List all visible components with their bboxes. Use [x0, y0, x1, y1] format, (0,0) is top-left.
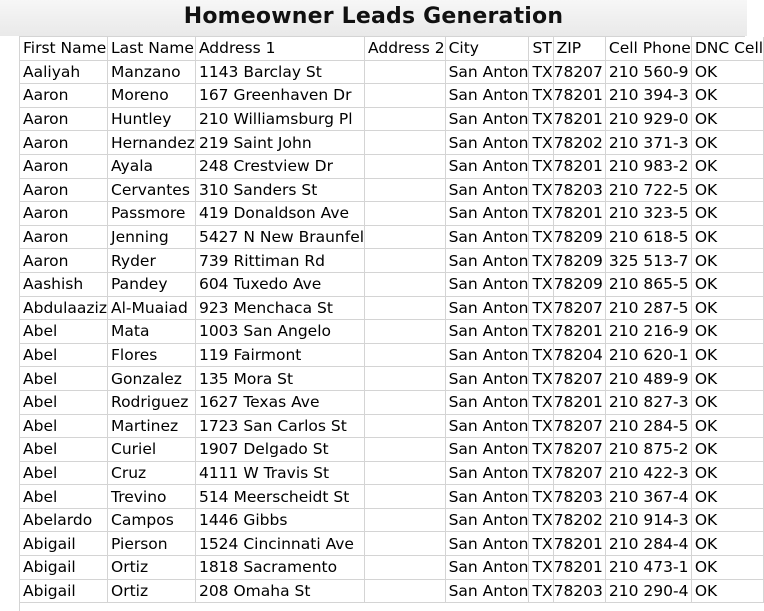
last-name-cell[interactable]: Curiel — [108, 438, 196, 462]
address-1-cell[interactable]: 419 Donaldson Ave — [195, 202, 364, 226]
cell-phone-cell[interactable]: 325 513-7 — [605, 249, 691, 273]
first-name-cell[interactable]: Abel — [20, 485, 108, 509]
zip-cell[interactable]: 78201 — [553, 556, 605, 580]
last-name-cell[interactable]: Rodriguez — [108, 390, 196, 414]
address-2-cell[interactable] — [365, 272, 446, 296]
last-name-cell[interactable]: Cruz — [108, 461, 196, 485]
last-name-cell[interactable]: Jenning — [108, 225, 196, 249]
table-row — [20, 131, 764, 155]
last-name-cell[interactable]: Hernandez — [108, 131, 196, 155]
table-row — [20, 438, 764, 462]
address-2-cell[interactable] — [365, 178, 446, 202]
city-cell[interactable]: San Anton — [445, 225, 529, 249]
city-cell[interactable]: San Anton — [445, 508, 529, 532]
state-cell[interactable]: TX — [529, 249, 553, 273]
first-name-cell[interactable]: Aaron — [20, 84, 108, 108]
dnc-cell[interactable]: OK — [691, 296, 763, 320]
zip-cell[interactable]: 78204 — [553, 343, 605, 367]
address-2-cell[interactable] — [365, 202, 446, 226]
zip-cell[interactable]: 78202 — [553, 131, 605, 155]
dnc-cell[interactable]: OK — [691, 154, 763, 178]
last-name-cell[interactable]: Mata — [108, 320, 196, 344]
cell-phone-cell[interactable]: 210 394-3 — [605, 84, 691, 108]
cell-phone-cell[interactable]: 210 722-5 — [605, 178, 691, 202]
address-1-cell[interactable]: 135 Mora St — [195, 367, 364, 391]
address-1-cell[interactable]: 1143 Barclay St — [195, 60, 364, 84]
dnc-cell[interactable]: OK — [691, 178, 763, 202]
address-1-cell[interactable]: 1627 Texas Ave — [195, 390, 364, 414]
table-row — [20, 414, 764, 438]
dnc-cell[interactable]: OK — [691, 343, 763, 367]
table-row — [20, 556, 764, 580]
address-2-cell[interactable] — [365, 343, 446, 367]
cell-phone-cell[interactable]: 210 323-5 — [605, 202, 691, 226]
first-name-cell[interactable]: Aaron — [20, 249, 108, 273]
city-cell[interactable]: San Anton — [445, 272, 529, 296]
zip-cell[interactable]: 78207 — [553, 296, 605, 320]
last-name-cell[interactable]: Moreno — [108, 84, 196, 108]
address-1-cell[interactable]: 1907 Delgado St — [195, 438, 364, 462]
first-name-cell[interactable]: Abigail — [20, 579, 108, 603]
table-header-row — [20, 37, 764, 60]
table-body — [20, 37, 764, 603]
first-name-cell[interactable]: Abel — [20, 461, 108, 485]
cell-phone-cell[interactable]: 210 367-4 — [605, 485, 691, 509]
last-name-cell[interactable]: Ortiz — [108, 556, 196, 580]
first-name-cell[interactable]: Aaron — [20, 225, 108, 249]
table-row — [20, 60, 764, 84]
last-name-cell[interactable]: Huntley — [108, 107, 196, 131]
city-cell[interactable]: San Anton — [445, 438, 529, 462]
state-cell[interactable]: TX — [529, 438, 553, 462]
state-cell[interactable]: TX — [529, 202, 553, 226]
address-2-cell[interactable] — [365, 485, 446, 509]
city-cell[interactable]: San Anton — [445, 367, 529, 391]
city-cell[interactable]: San Anton — [445, 249, 529, 273]
address-2-cell[interactable] — [365, 320, 446, 344]
dnc-cell[interactable]: OK — [691, 225, 763, 249]
dnc-cell[interactable]: OK — [691, 272, 763, 296]
address-1-cell[interactable]: 1524 Cincinnati Ave — [195, 532, 364, 556]
address-2-cell[interactable] — [365, 579, 446, 603]
dnc-cell[interactable]: OK — [691, 414, 763, 438]
state-cell[interactable]: TX — [529, 107, 553, 131]
address-2-cell[interactable] — [365, 225, 446, 249]
zip-cell[interactable]: 78207 — [553, 60, 605, 84]
header-address-2[interactable]: Address 2 — [365, 37, 446, 60]
last-name-cell[interactable]: Manzano — [108, 60, 196, 84]
zip-cell[interactable]: 78207 — [553, 461, 605, 485]
city-cell[interactable]: San Anton — [445, 532, 529, 556]
cell-phone-cell[interactable]: 210 620-1 — [605, 343, 691, 367]
state-cell[interactable]: TX — [529, 296, 553, 320]
state-cell[interactable]: TX — [529, 60, 553, 84]
last-name-cell[interactable]: Al-Muaiad — [108, 296, 196, 320]
table-row — [20, 579, 764, 603]
table-row — [20, 272, 764, 296]
header-cell-phone[interactable]: Cell Phone — [605, 37, 691, 60]
header-first-name[interactable]: First Name — [20, 37, 108, 60]
dnc-cell[interactable]: OK — [691, 367, 763, 391]
city-cell[interactable]: San Anton — [445, 107, 529, 131]
city-cell[interactable]: San Anton — [445, 556, 529, 580]
first-name-cell[interactable]: Aaron — [20, 131, 108, 155]
address-1-cell[interactable]: 1818 Sacramento — [195, 556, 364, 580]
first-name-cell[interactable]: Abelardo — [20, 508, 108, 532]
page-title: Homeowner Leads Generation — [183, 4, 564, 29]
header-last-name[interactable]: Last Name — [108, 37, 196, 60]
header-state[interactable]: ST — [529, 37, 553, 60]
first-name-cell[interactable]: Aaron — [20, 202, 108, 226]
address-2-cell[interactable] — [365, 154, 446, 178]
last-name-cell[interactable]: Martinez — [108, 414, 196, 438]
first-name-cell[interactable]: Abigail — [20, 532, 108, 556]
cell-phone-cell[interactable]: 210 284-4 — [605, 532, 691, 556]
address-2-cell[interactable] — [365, 390, 446, 414]
dnc-cell[interactable]: OK — [691, 532, 763, 556]
state-cell[interactable]: TX — [529, 154, 553, 178]
dnc-cell[interactable]: OK — [691, 556, 763, 580]
first-name-cell[interactable]: Abel — [20, 390, 108, 414]
city-cell[interactable]: San Anton — [445, 343, 529, 367]
address-2-cell[interactable] — [365, 532, 446, 556]
table-row — [20, 84, 764, 108]
table-row — [20, 461, 764, 485]
last-name-cell[interactable]: Cervantes — [108, 178, 196, 202]
cell-phone-cell[interactable]: 210 284-5 — [605, 414, 691, 438]
cell-phone-cell[interactable]: 210 983-2 — [605, 154, 691, 178]
zip-cell[interactable]: 78201 — [553, 202, 605, 226]
zip-cell[interactable]: 78203 — [553, 485, 605, 509]
last-name-cell[interactable]: Ryder — [108, 249, 196, 273]
state-cell[interactable]: TX — [529, 320, 553, 344]
zip-cell[interactable]: 78201 — [553, 84, 605, 108]
cell-phone-cell[interactable]: 210 618-5 — [605, 225, 691, 249]
first-name-cell[interactable]: Aaron — [20, 107, 108, 131]
zip-cell[interactable]: 78202 — [553, 508, 605, 532]
zip-cell[interactable]: 78209 — [553, 272, 605, 296]
zip-cell[interactable]: 78207 — [553, 438, 605, 462]
dnc-cell[interactable]: OK — [691, 249, 763, 273]
cell-phone-cell[interactable]: 210 875-2 — [605, 438, 691, 462]
city-cell[interactable]: San Anton — [445, 296, 529, 320]
address-2-cell[interactable] — [365, 414, 446, 438]
first-name-cell[interactable]: Abdulaaziz — [20, 296, 108, 320]
address-1-cell[interactable]: 1723 San Carlos St — [195, 414, 364, 438]
address-1-cell[interactable]: 739 Rittiman Rd — [195, 249, 364, 273]
city-cell[interactable]: San Anton — [445, 60, 529, 84]
last-name-cell[interactable]: Pandey — [108, 272, 196, 296]
table-row — [20, 249, 764, 273]
state-cell[interactable]: TX — [529, 367, 553, 391]
dnc-cell[interactable]: OK — [691, 508, 763, 532]
state-cell[interactable]: TX — [529, 131, 553, 155]
address-2-cell[interactable] — [365, 107, 446, 131]
zip-cell[interactable]: 78207 — [553, 367, 605, 391]
zip-cell[interactable]: 78209 — [553, 249, 605, 273]
table-row — [20, 107, 764, 131]
table-row — [20, 343, 764, 367]
last-name-cell[interactable]: Campos — [108, 508, 196, 532]
table-row — [20, 508, 764, 532]
table-row — [20, 532, 764, 556]
state-cell[interactable]: TX — [529, 485, 553, 509]
last-name-cell[interactable]: Trevino — [108, 485, 196, 509]
zip-cell[interactable]: 78201 — [553, 532, 605, 556]
city-cell[interactable]: San Anton — [445, 461, 529, 485]
city-cell[interactable]: San Anton — [445, 131, 529, 155]
city-cell[interactable]: San Anton — [445, 202, 529, 226]
address-2-cell[interactable] — [365, 60, 446, 84]
table-row — [20, 320, 764, 344]
dnc-cell[interactable]: OK — [691, 320, 763, 344]
address-2-cell[interactable] — [365, 438, 446, 462]
city-cell[interactable]: San Anton — [445, 414, 529, 438]
address-1-cell[interactable]: 210 Williamsburg Pl — [195, 107, 364, 131]
state-cell[interactable]: TX — [529, 390, 553, 414]
address-1-cell[interactable]: 119 Fairmont — [195, 343, 364, 367]
dnc-cell[interactable]: OK — [691, 60, 763, 84]
address-1-cell[interactable]: 1446 Gibbs — [195, 508, 364, 532]
first-name-cell[interactable]: Aaron — [20, 178, 108, 202]
city-cell[interactable]: San Anton — [445, 390, 529, 414]
table-row — [20, 154, 764, 178]
cell-phone-cell[interactable]: 210 473-1 — [605, 556, 691, 580]
last-name-cell[interactable]: Flores — [108, 343, 196, 367]
state-cell[interactable]: TX — [529, 414, 553, 438]
last-name-cell[interactable]: Gonzalez — [108, 367, 196, 391]
cell-phone-cell[interactable]: 210 422-3 — [605, 461, 691, 485]
dnc-cell[interactable]: OK — [691, 461, 763, 485]
state-cell[interactable]: TX — [529, 343, 553, 367]
first-name-cell[interactable]: Abel — [20, 320, 108, 344]
address-2-cell[interactable] — [365, 84, 446, 108]
state-cell[interactable]: TX — [529, 178, 553, 202]
cell-phone-cell[interactable]: 210 216-9 — [605, 320, 691, 344]
zip-cell[interactable]: 78209 — [553, 225, 605, 249]
first-name-cell[interactable]: Abigail — [20, 556, 108, 580]
state-cell[interactable]: TX — [529, 272, 553, 296]
header-zip[interactable]: ZIP — [553, 37, 605, 60]
last-name-cell[interactable]: Ayala — [108, 154, 196, 178]
first-name-cell[interactable]: Aaron — [20, 154, 108, 178]
city-cell[interactable]: San Anton — [445, 84, 529, 108]
city-cell[interactable]: San Anton — [445, 320, 529, 344]
zip-cell[interactable]: 78203 — [553, 178, 605, 202]
address-1-cell[interactable]: 219 Saint John — [195, 131, 364, 155]
dnc-cell[interactable]: OK — [691, 438, 763, 462]
address-2-cell[interactable] — [365, 249, 446, 273]
header-address-1[interactable]: Address 1 — [195, 37, 364, 60]
table-row — [20, 202, 764, 226]
address-1-cell[interactable]: 604 Tuxedo Ave — [195, 272, 364, 296]
address-2-cell[interactable] — [365, 296, 446, 320]
city-cell[interactable]: San Anton — [445, 154, 529, 178]
state-cell[interactable]: TX — [529, 579, 553, 603]
cell-phone-cell[interactable]: 210 290-4 — [605, 579, 691, 603]
cell-phone-cell[interactable]: 210 489-9 — [605, 367, 691, 391]
table-row — [20, 367, 764, 391]
leads-table — [20, 37, 764, 603]
first-name-cell[interactable]: Abel — [20, 367, 108, 391]
address-1-cell[interactable]: 1003 San Angelo — [195, 320, 364, 344]
cell-phone-cell[interactable]: 210 827-3 — [605, 390, 691, 414]
header-city[interactable]: City — [445, 37, 529, 60]
cell-phone-cell[interactable]: 210 865-5 — [605, 272, 691, 296]
address-2-cell[interactable] — [365, 556, 446, 580]
dnc-cell[interactable]: OK — [691, 485, 763, 509]
address-1-cell[interactable]: 5427 N New Braunfel — [195, 225, 364, 249]
state-cell[interactable]: TX — [529, 556, 553, 580]
first-name-cell[interactable]: Abel — [20, 343, 108, 367]
table-row — [20, 485, 764, 509]
state-cell[interactable]: TX — [529, 225, 553, 249]
address-2-cell[interactable] — [365, 367, 446, 391]
city-cell[interactable]: San Anton — [445, 178, 529, 202]
address-1-cell[interactable]: 248 Crestview Dr — [195, 154, 364, 178]
dnc-cell[interactable]: OK — [691, 390, 763, 414]
address-2-cell[interactable] — [365, 131, 446, 155]
state-cell[interactable]: TX — [529, 461, 553, 485]
address-1-cell[interactable]: 167 Greenhaven Dr — [195, 84, 364, 108]
dnc-cell[interactable]: OK — [691, 84, 763, 108]
zip-cell[interactable]: 78201 — [553, 154, 605, 178]
first-name-cell[interactable]: Abel — [20, 438, 108, 462]
table-row — [20, 178, 764, 202]
dnc-cell[interactable]: OK — [691, 107, 763, 131]
cell-phone-cell[interactable]: 210 929-0 — [605, 107, 691, 131]
state-cell[interactable]: TX — [529, 84, 553, 108]
cell-phone-cell[interactable]: 210 914-3 — [605, 508, 691, 532]
table-row — [20, 296, 764, 320]
cell-phone-cell[interactable]: 210 287-5 — [605, 296, 691, 320]
table-row — [20, 390, 764, 414]
city-cell[interactable]: San Anton — [445, 579, 529, 603]
zip-cell[interactable]: 78207 — [553, 414, 605, 438]
spreadsheet — [19, 36, 764, 611]
zip-cell[interactable]: 78201 — [553, 107, 605, 131]
city-cell[interactable]: San Anton — [445, 485, 529, 509]
address-1-cell[interactable]: 4111 W Travis St — [195, 461, 364, 485]
table-row — [20, 225, 764, 249]
address-1-cell[interactable]: 923 Menchaca St — [195, 296, 364, 320]
first-name-cell[interactable]: Aaliyah — [20, 60, 108, 84]
address-1-cell[interactable]: 310 Sanders St — [195, 178, 364, 202]
dnc-cell[interactable]: OK — [691, 131, 763, 155]
cell-phone-cell[interactable]: 210 560-9 — [605, 60, 691, 84]
state-cell[interactable]: TX — [529, 532, 553, 556]
address-2-cell[interactable] — [365, 508, 446, 532]
cell-phone-cell[interactable]: 210 371-3 — [605, 131, 691, 155]
zip-cell[interactable]: 78201 — [553, 320, 605, 344]
last-name-cell[interactable]: Ortiz — [108, 579, 196, 603]
last-name-cell[interactable]: Passmore — [108, 202, 196, 226]
address-2-cell[interactable] — [365, 461, 446, 485]
dnc-cell[interactable]: OK — [691, 202, 763, 226]
address-1-cell[interactable]: 208 Omaha St — [195, 579, 364, 603]
first-name-cell[interactable]: Abel — [20, 414, 108, 438]
first-name-cell[interactable]: Aashish — [20, 272, 108, 296]
dnc-cell[interactable]: OK — [691, 579, 763, 603]
header-dnc-cell[interactable]: DNC Cell — [691, 37, 763, 60]
address-1-cell[interactable]: 514 Meerscheidt St — [195, 485, 364, 509]
state-cell[interactable]: TX — [529, 508, 553, 532]
last-name-cell[interactable]: Pierson — [108, 532, 196, 556]
zip-cell[interactable]: 78201 — [553, 390, 605, 414]
zip-cell[interactable]: 78203 — [553, 579, 605, 603]
